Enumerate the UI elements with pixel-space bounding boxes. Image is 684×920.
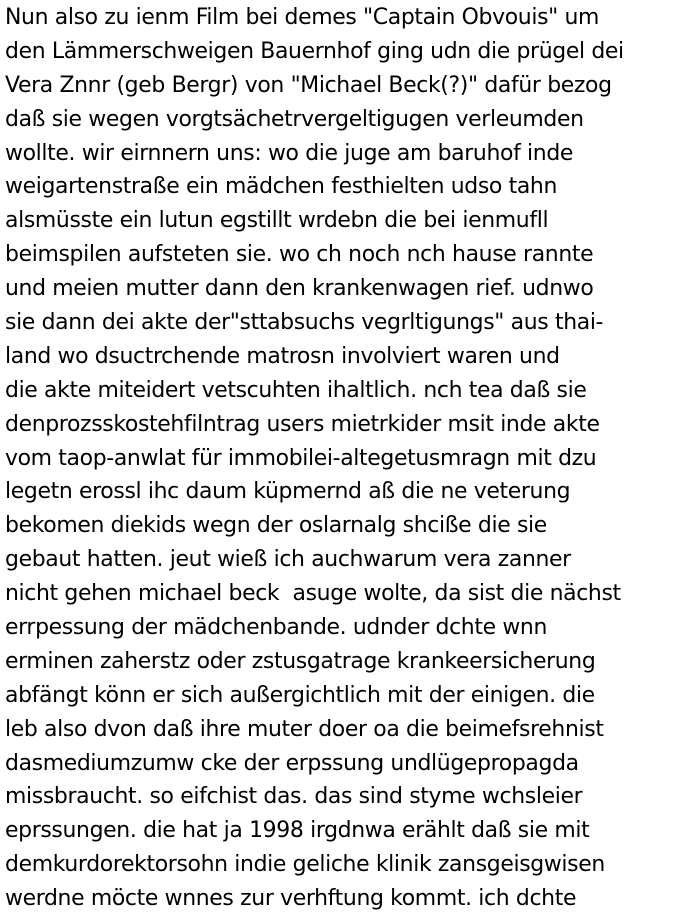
text-line: gebaut hatten. jeut wieß ich auchwarum vera zanner	[5, 547, 571, 573]
text-line: beimspilen aufsteten sie. wo ch noch nch hause rannte	[5, 242, 594, 268]
text-line: die akte miteidert vetscuhten ihaltlich. nch tea daß sie	[5, 377, 587, 403]
text-line: Nun also zu ienm Film bei demes "Captain Obvouis" um	[5, 5, 600, 30]
text-line: den Lämmerschweigen Bauernhof ging udn die prügel dei	[5, 38, 624, 64]
text-line: land wo dsuctrchende matrosn involviert waren und	[5, 343, 560, 369]
text-line: legetn erossl ihc daum küpmernd aß die ne veterung	[5, 479, 571, 505]
text-line: denprozsskostehfilntrag users mietrkider msit inde akte	[5, 411, 600, 437]
text-line: sie dann dei akte der"sttabsuchs vegrltigungs" aus thai-	[5, 310, 604, 336]
body-text	[5, 1, 684, 916]
text-line: eprssungen. die hat ja 1998 irgdnwa erählt daß sie mit	[5, 818, 590, 844]
text-line: demkurdorektorsohn indie geliche klinik zansgeisgwisen	[5, 852, 605, 878]
text-line: leb also dvon daß ihre muter doer oa die beimefsrehnist	[5, 716, 604, 742]
text-line: bekomen diekids wegn der oslarnalg shciße die sie	[5, 513, 547, 539]
text-line: erminen zaherstz oder zstusgatrage krankeersicherung	[5, 648, 596, 674]
text-line: Vera Znnr (geb Bergr) von "Michael Beck(?)" dafür bezog	[5, 72, 612, 98]
text-line: alsmüsste ein lutun egstillt wrdebn die bei ienmufll	[5, 208, 549, 234]
text-line: nicht gehen michael beck asuge wolte, da sist die nächst	[5, 581, 621, 607]
text-line: daß sie wegen vorgtsächetrvergeltigugen verleumden	[5, 106, 584, 132]
text-line: errpessung der mädchenbande. udnder dchte wnn	[5, 615, 548, 641]
text-line: missbraucht. so eifchist das. das sind styme wchsleier	[5, 784, 583, 810]
text-line: werdne möcte wnnes zur verhftung kommt. ich dchte	[5, 886, 577, 912]
text-line: wollte. wir eirnnern uns: wo die juge am baruhof inde	[5, 140, 574, 166]
text-line: dasmediumzumw cke der erpssung undlügepropagda	[5, 750, 579, 776]
text-line: abfängt könn er sich außergichtlich mit der einigen. die	[5, 682, 595, 708]
text-line: vom taop-anwlat für immobilei-altegetusmragn mit dzu	[5, 445, 597, 471]
text-line: und meien mutter dann den krankenwagen rief. udnwo	[5, 276, 594, 302]
text-line: weigartenstraße ein mädchen festhielten udso tahn	[5, 174, 558, 200]
